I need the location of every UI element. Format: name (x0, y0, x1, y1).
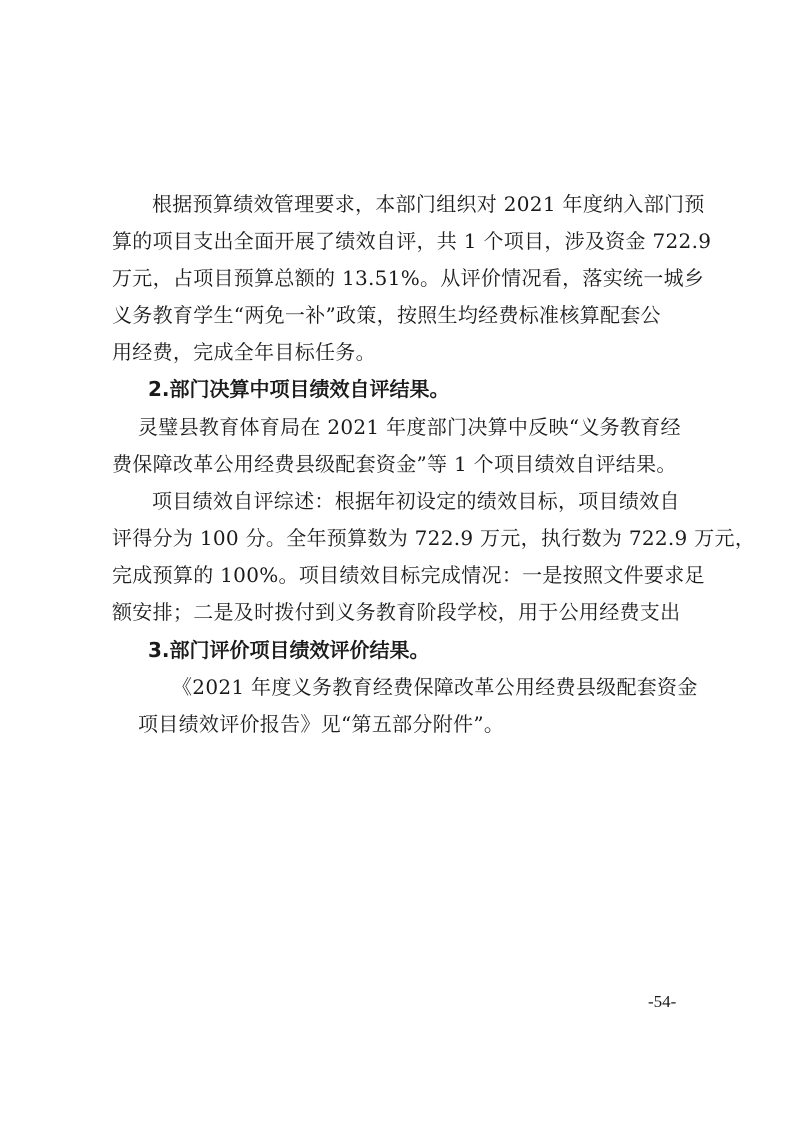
paragraph-3-line-1: 项目绩效自评综述：根据年初设定的绩效目标，项目绩效自 (152, 489, 680, 513)
paragraph-4-line-1: 《2021 年度义务教育经费保障改革公用经费县级配套资金 (172, 675, 698, 699)
paragraph-1-line-2: 算的项目支出全面开展了绩效自评，共 1 个项目，涉及资金 722.9 (112, 229, 712, 253)
page-number: -54- (648, 992, 677, 1011)
paragraph-1-line-5: 用经费，完成全年目标任务。 (112, 340, 376, 364)
paragraph-3-line-4: 额安排；二是及时拨付到义务教育阶段学校，用于公用经费支出 (112, 600, 681, 624)
paragraph-1-line-4: 义务教育学生“两免一补”政策，按照生均经费标准核算配套公 (112, 303, 661, 327)
paragraph-3-line-3: 完成预算的 100%。项目绩效目标完成情况：一是按照文件要求足 (112, 563, 705, 587)
paragraph-1-line-1: 根据预算绩效管理要求，本部门组织对 2021 年度纳入部门预 (152, 192, 705, 216)
section-heading-3: 3.部门评价项目绩效评价结果。 (148, 638, 430, 662)
paragraph-4-line-2: 项目绩效评价报告》见“第五部分附件”。 (138, 712, 505, 736)
paragraph-3-line-2: 评得分为 100 分。全年预算数为 722.9 万元，执行数为 722.9 万元， (112, 526, 756, 550)
paragraph-2-line-2: 费保障改革公用经费县级配套资金”等 1 个项目绩效自评结果。 (112, 452, 677, 476)
section-heading-2: 2.部门决算中项目绩效自评结果。 (148, 377, 450, 401)
paragraph-2-line-1: 灵璧县教育体育局在 2021 年度部门决算中反映“义务教育经 (138, 415, 681, 439)
paragraph-1-line-3: 万元，占项目预算总额的 13.51%。从评价情况看，落实统一城乡 (112, 266, 705, 290)
